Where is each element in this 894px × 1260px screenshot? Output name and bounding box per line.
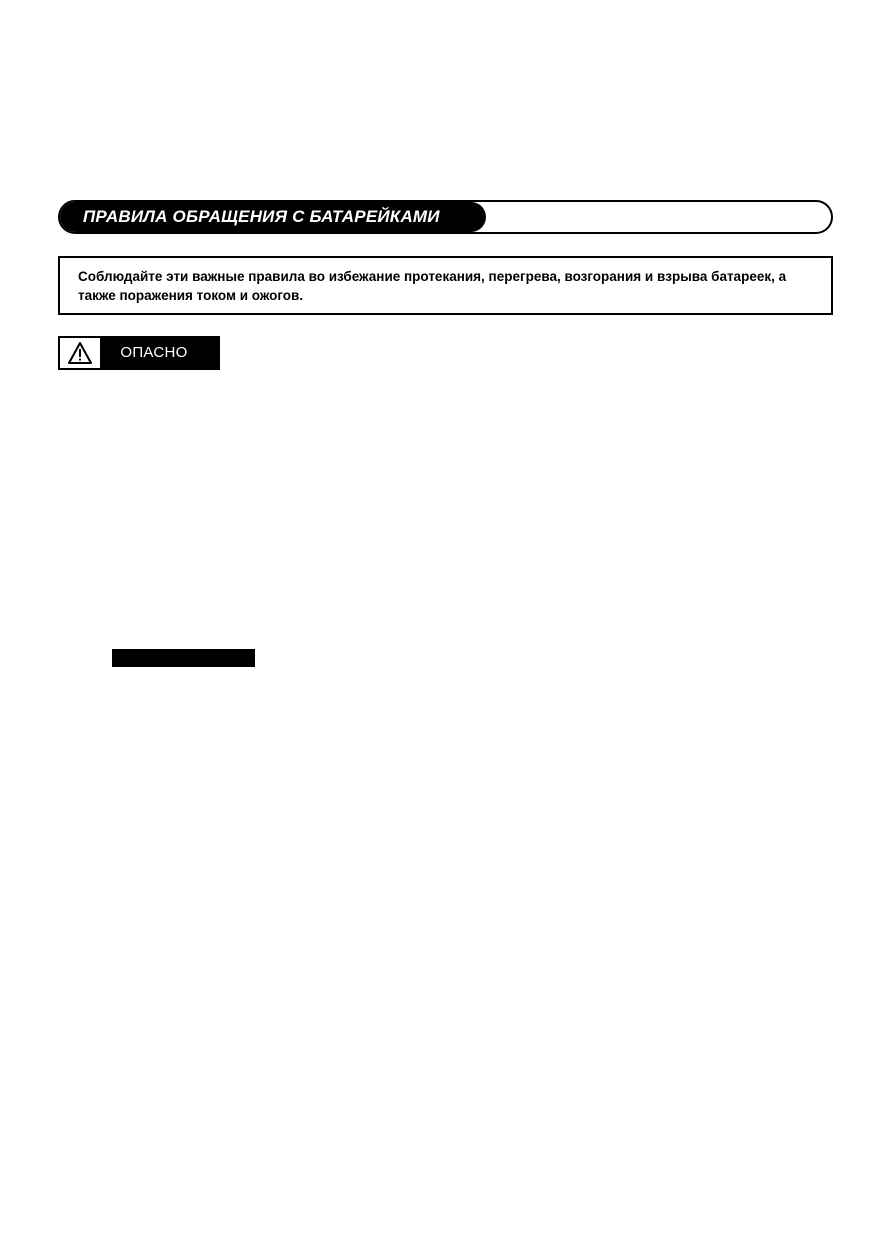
- warning-triangle-icon: [60, 338, 100, 368]
- intro-notice-text: Соблюдайте эти важные правила во избежание протекания, перегрева, возгорания и взрыва батареек, а также поражения током и ожогов.: [78, 269, 787, 303]
- section-header: [58, 200, 833, 234]
- danger-badge: [58, 336, 220, 370]
- redaction-bar: [112, 649, 255, 667]
- section-title: ПРАВИЛА ОБРАЩЕНИЯ С БАТАРЕЙКАМИ: [83, 207, 440, 226]
- intro-notice-box: [58, 256, 833, 315]
- danger-label: ОПАСНО: [120, 344, 188, 361]
